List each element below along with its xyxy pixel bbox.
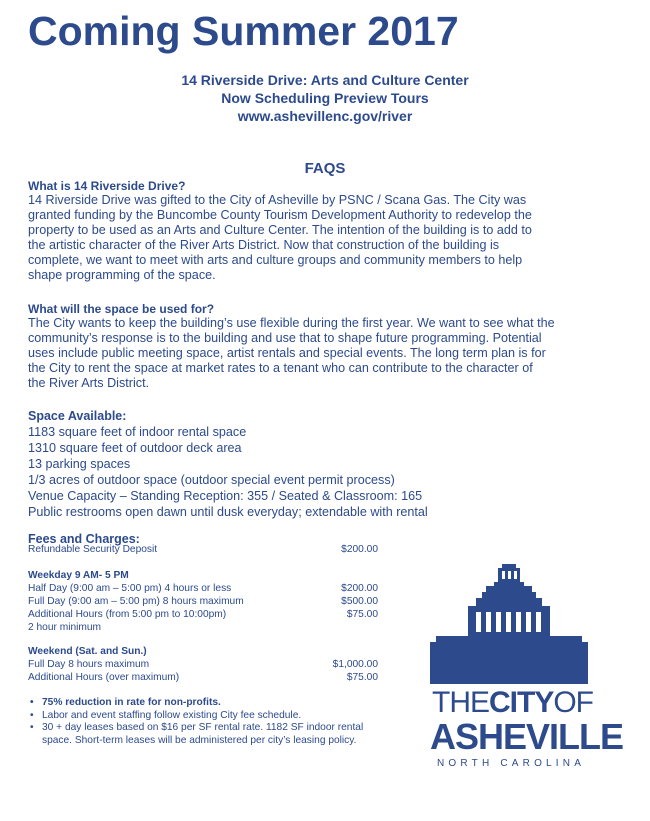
note-line: • 30 + day leases based on $16 per SF rental rate. 1182 SF indoor rental [42,722,364,733]
fee-label: 2 hour minimum [28,622,102,633]
fee-label: Additional Hours (over maximum) [28,672,180,683]
faq2-line: the River Arts District. [28,376,150,390]
faq1-line: the artistic character of the River Arts District. Now that construction of the building is [28,238,500,252]
logo-the-city-of [432,686,593,720]
fee-amount: $200.00 [341,583,378,594]
city-hall-logo-icon [428,560,590,684]
faq1-line: complete, we want to meet with arts and culture groups and community members to help [28,253,523,267]
space-item: 13 parking spaces [28,457,131,471]
fee-amount: $75.00 [346,609,378,620]
fee-amount: $500.00 [341,596,378,607]
faq2-question: What will the space be used for? [28,302,215,316]
fee-amount: $200.00 [341,544,378,555]
fee-amount: $75.00 [346,672,378,683]
faq2-line: community’s response is to the building and use that to shape future programming. Potential [28,331,542,345]
faq1-line: granted funding by the Buncombe County Tourism Development Authority to redevelop the [28,208,532,222]
note-line: space. Short-term leases will be administered per city’s leasing policy. [42,734,357,746]
space-item: 1183 square feet of indoor rental space [28,425,247,439]
logo-of: OF [553,686,594,719]
fee-amount: $1,000.00 [332,659,378,670]
website-link[interactable]: www.ashevillenc.gov/river [237,108,413,124]
fees-heading: Fees and Charges: [28,532,140,546]
subtitle-tours: Now Scheduling Preview Tours [221,90,429,106]
space-item: Public restrooms open dawn until dusk everyday; extendable with rental [28,505,428,519]
logo-asheville: ASHEVILLE [430,716,624,757]
weekday-heading: Weekday 9 AM- 5 PM [28,570,129,581]
fee-label: Full Day (9:00 am – 5:00 pm) 8 hours maximum [28,596,244,607]
faq1-line: 14 Riverside Drive was gifted to the City of Asheville by PSNC / Scana Gas. The City was [28,193,527,207]
page-title: Coming Summer 2017 [28,8,459,54]
space-item: 1310 square feet of outdoor deck area [28,441,242,455]
faq2-answer [28,316,628,391]
fee-label: Additional Hours (from 5:00 pm to 10:00pm) [28,609,227,620]
fee-label: Half Day (9:00 am – 5:00 pm) 4 hours or less [28,583,232,594]
faq1-line: shape programming of the space. [28,268,216,282]
note-item [28,722,408,747]
faq1-question: What is 14 Riverside Drive? [28,179,186,193]
space-heading: Space Available: [28,409,127,423]
weekend-heading: Weekend (Sat. and Sun.) [28,646,147,657]
logo-the: THE [432,686,489,719]
faq2-line: The City wants to keep the building’s use flexible during the first year. We want to see what the [28,316,555,330]
faq2-line: the City to rent the space at market rates to a tenant who can contribute to the character of [28,361,533,375]
subtitle-venue: 14 Riverside Drive: Arts and Culture Center [181,72,469,88]
logo-north-carolina: NORTH CAROLINA [437,758,586,769]
logo-city: CITY [489,686,554,719]
faq1-answer [28,193,628,283]
fee-label: Refundable Security Deposit [28,544,158,555]
notes-list [28,697,408,747]
space-list [28,424,428,520]
space-item: 1/3 acres of outdoor space (outdoor special event permit process) [28,473,395,487]
faq1-line: property to be used as an Arts and Culture Center. The intention of the building is to add to [28,223,532,237]
note-item: • Labor and event staffing follow existing City fee schedule. [28,710,408,723]
fee-label: Full Day 8 hours maximum [28,659,150,670]
faqs-heading: FAQS [304,160,346,177]
space-item: Venue Capacity – Standing Reception: 355 / Seated & Classroom: 165 [28,489,423,503]
faq2-line: uses include public meeting space, artist rentals and special events. The long term plan is for [28,346,546,360]
note-item: • 75% reduction in rate for non-profits. [28,697,408,710]
